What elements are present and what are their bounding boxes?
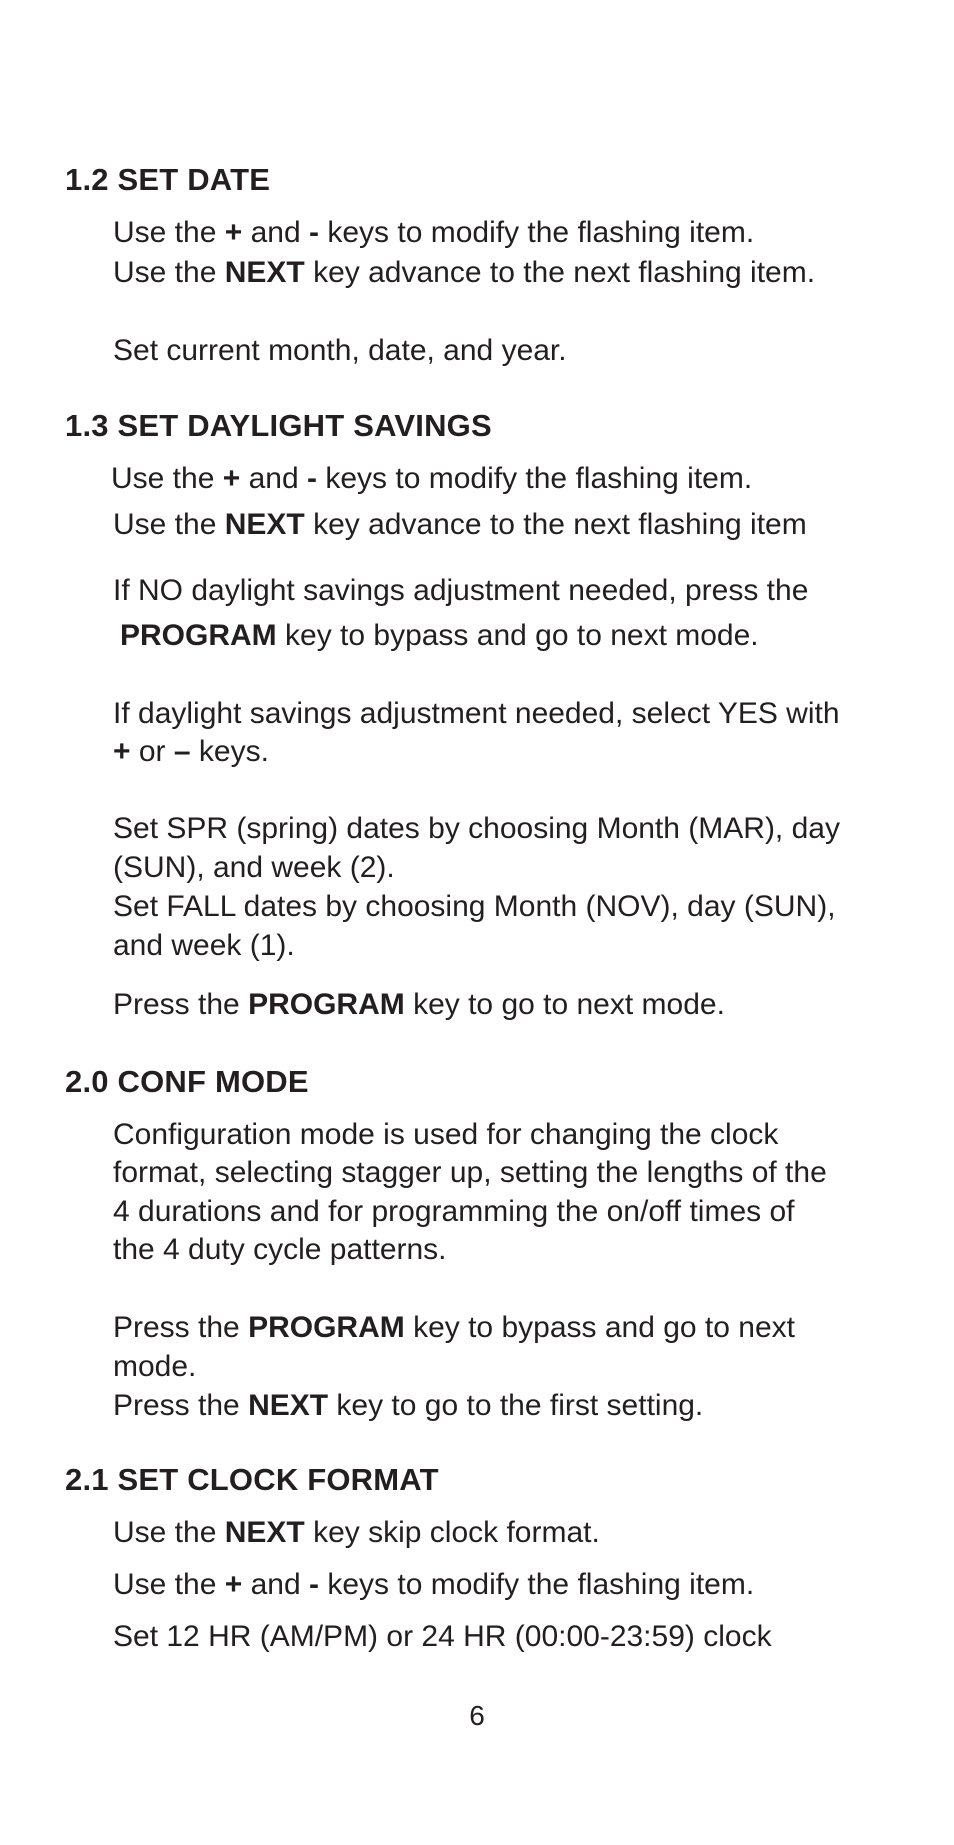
text-line: the 4 duty cycle patterns. [113, 1233, 447, 1266]
text-line: mode. [113, 1350, 197, 1383]
text-line: Set 12 HR (AM/PM) or 24 HR (00:00-23:59) clock [113, 1620, 772, 1653]
text-line: + or – keys. [113, 735, 269, 768]
text-line: Configuration mode is used for changing the clock [113, 1118, 779, 1151]
heading-set-daylight-savings: 1.3 SET DAYLIGHT SAVINGS [65, 408, 492, 443]
text-line: Use the + and - keys to modify the flashing item. [113, 216, 755, 249]
text-line: Press the NEXT key to go to the first setting. [113, 1389, 704, 1422]
text-line: Use the + and - keys to modify the flashing item. [113, 1568, 755, 1601]
heading-conf-mode: 2.0 CONF MODE [65, 1064, 309, 1099]
heading-set-date: 1.2 SET DATE [65, 162, 271, 197]
text-line: Use the NEXT key skip clock format. [113, 1516, 600, 1549]
text-line: Use the NEXT key advance to the next flashing item [113, 508, 807, 541]
text-line: (SUN), and week (2). [113, 851, 395, 884]
text-line: Press the PROGRAM key to bypass and go to next [113, 1311, 795, 1344]
text-line: Use the NEXT key advance to the next flashing item. [113, 256, 816, 289]
text-line: Set SPR (spring) dates by choosing Month (MAR), day [113, 812, 840, 845]
text-line: If daylight savings adjustment needed, select YES with [113, 697, 840, 730]
text-line: and week (1). [113, 929, 295, 962]
text-line: PROGRAM key to bypass and go to next mode. [120, 619, 759, 652]
text-line: 4 durations and for programming the on/off times of [113, 1195, 795, 1228]
text-line: Set current month, date, and year. [113, 334, 567, 367]
text-line: Use the + and - keys to modify the flashing item. [111, 462, 753, 495]
text-line: format, selecting stagger up, setting the lengths of the [113, 1156, 827, 1189]
text-line: If NO daylight savings adjustment needed, press the [113, 574, 809, 607]
heading-set-clock-format: 2.1 SET CLOCK FORMAT [65, 1462, 439, 1497]
page-number: 6 [469, 1700, 485, 1731]
text-line: Press the PROGRAM key to go to next mode. [113, 988, 725, 1021]
text-line: Set FALL dates by choosing Month (NOV), day (SUN), [113, 890, 836, 923]
